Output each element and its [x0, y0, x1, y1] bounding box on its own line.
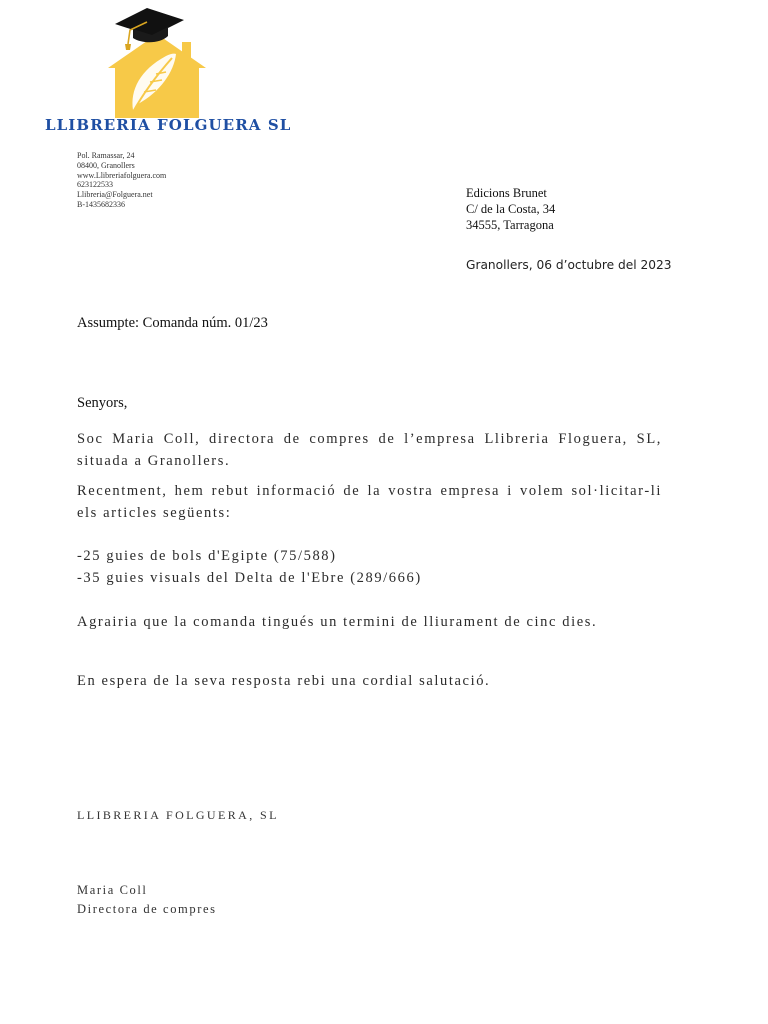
letter-greeting: Senyors, — [77, 395, 128, 411]
closing-company-name: LLIBRERIA FOLGUERA, SL — [77, 808, 279, 822]
recipient-city: 34555, Tarragona — [466, 218, 554, 233]
recipient-street: C/ de la Costa, 34 — [466, 202, 556, 217]
body-paragraph-delivery: Agrairia que la comanda tingués un termini de lliurament de cinc dies. — [77, 614, 598, 630]
sender-website: www.Llibreriafolguera.com — [77, 170, 167, 180]
sender-tax-id: B-1435682336 — [77, 199, 125, 209]
body-paragraph-intro: Soc Maria Coll, directora de compres de l’empresa Llibreria Floguera, SL, situada a Granollers. — [77, 431, 662, 469]
recipient-address-block — [466, 185, 555, 234]
order-item: -25 guies de bols d'Egipte (75/588) — [77, 548, 337, 564]
signer-name: Maria Coll — [77, 883, 148, 897]
order-items-list — [77, 545, 422, 589]
body-paragraph-request: Recentment, hem rebut informació de la vostra empresa i volem sol·licitar-li els articles següents: — [77, 483, 662, 521]
sender-address-line: 08400, Granollers — [77, 160, 135, 170]
company-name: LLIBRERIA FOLGUERA SL — [45, 116, 292, 134]
recipient-name: Edicions Brunet — [466, 186, 547, 200]
signature-block — [77, 881, 217, 918]
sender-email: Llibreria@Folguera.net — [77, 190, 153, 200]
letter-subject: Assumpte: Comanda núm. 01/23 — [77, 315, 268, 331]
sender-address-block — [77, 151, 166, 210]
letter-date: Granollers, 06 d’octubre del 2023 — [466, 258, 672, 272]
logo — [100, 2, 215, 120]
signer-title: Directora de compres — [77, 901, 217, 916]
body-paragraph-closing: En espera de la seva resposta rebi una cordial salutació. — [77, 673, 491, 689]
sender-phone: 623122533 — [77, 180, 113, 190]
order-item: -35 guies visuals del Delta de l'Ebre (289/666) — [77, 570, 422, 586]
sender-address-line: Pol. Ramassar, 24 — [77, 151, 135, 160]
